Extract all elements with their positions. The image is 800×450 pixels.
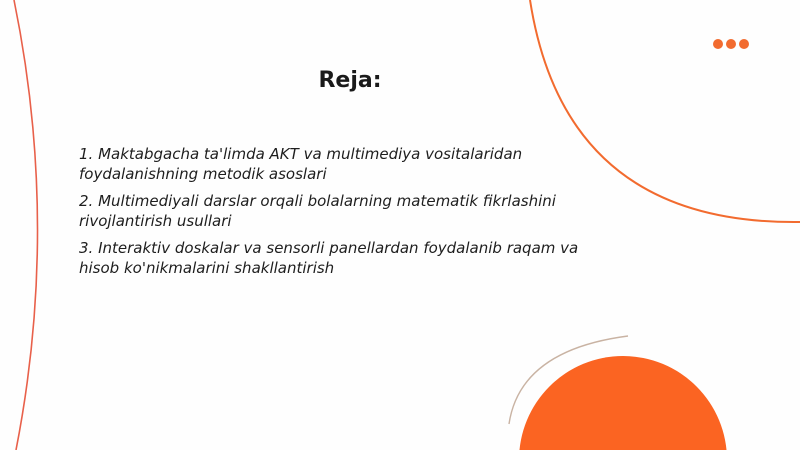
- left-curve-line: [14, 0, 38, 450]
- dots-ornament: [713, 39, 749, 49]
- dot-icon: [739, 39, 749, 49]
- agenda-list: [79, 144, 579, 285]
- dot-icon: [726, 39, 736, 49]
- agenda-item: 1. Maktabgacha ta'limda AKT va multimediya vositalaridan foydalanishning metodik asoslari: [79, 145, 523, 183]
- slide-title: Reja:: [318, 68, 382, 93]
- bottom-orange-circle: [519, 356, 727, 450]
- agenda-item: 3. Interaktiv doskalar va sensorli panellardan foydalanib raqam va hisob ko'nikmalarini shakllantirish: [79, 239, 579, 277]
- dot-icon: [713, 39, 723, 49]
- agenda-item: 2. Multimediyali darslar orqali bolalarning matematik fikrlashini rivojlantirish usullari: [79, 192, 556, 230]
